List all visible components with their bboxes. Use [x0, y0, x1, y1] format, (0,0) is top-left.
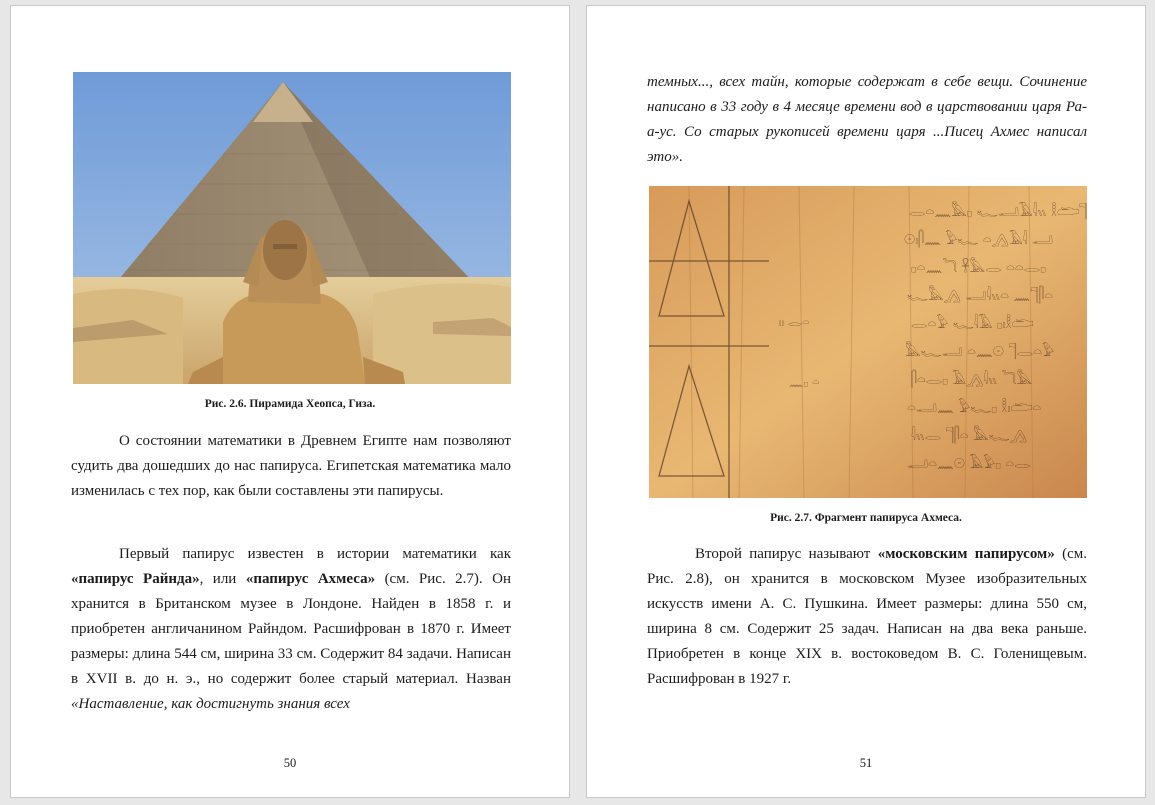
text-segment: , или: [199, 571, 246, 587]
text-segment: (см. Рис. 2.8), он хранится в московском Музее изобразительных искусств имени А. С. Пушкина. Имеет размеры: длина 550 см, ширина 8 см. Содержит 25 задач. Написан на два века раньше. Приобретен в конце XIX в. востоковедом В. С. Голенищевым. Расшифрован в 1927 г.: [647, 546, 1088, 687]
figure-caption: Рис. 2.6. Пирамида Хеопса, Гиза.: [204, 398, 376, 410]
pyramid-sphinx-photo: [73, 72, 511, 384]
paragraph-moscow-papyrus: [647, 542, 1087, 692]
text-segment: Первый папирус известен в истории математики как: [119, 546, 511, 562]
bold-term-ahmes: «папирус Ахмеса»: [245, 571, 376, 587]
pyramid-sphinx-illustration: [73, 72, 511, 384]
text-segment: Второй папирус называют: [695, 546, 878, 562]
svg-text:𓏤𓏤 𓂋𓏏: 𓏤𓏤 𓂋𓏏: [779, 315, 810, 329]
svg-text:𓈖𓊪 𓏏: 𓈖𓊪 𓏏: [789, 375, 820, 389]
quote-continuation: темных..., всех тайн, которые содержат в себе вещи. Сочинение написано в 33 году в 4 месяце времени вод в царствовании царя Ра-а-ус. Со старых рукописей времени царя ...Писец Ахмес написал это».: [647, 74, 1087, 165]
page-number: 50: [283, 756, 297, 770]
bold-term-rhind: «папирус Райнда»: [71, 571, 200, 587]
svg-text:𓆑𓅓𓂻 𓂝𓇋𓏭𓏏 𓈖𓊹𓋴𓏏: 𓆑𓅓𓂻 𓂝𓇋𓏭𓏏 𓈖𓊹𓋴𓏏: [907, 288, 1054, 304]
ahmes-papyrus-photo: [649, 186, 1087, 498]
svg-text:𓏏𓂝𓈖 𓅱𓆑𓊪 𓎛𓏤𓂧𓏏: 𓏏𓂝𓈖 𓅱𓆑𓊪 𓎛𓏤𓂧𓏏: [907, 400, 1042, 416]
svg-text:𓇋𓏭𓂋 𓊹𓋴𓏏 𓅓𓆑𓂻: 𓇋𓏭𓂋 𓊹𓋴𓏏 𓅓𓆑𓂻: [911, 428, 1027, 444]
svg-text:𓇳𓏤𓋴𓈖 𓅱𓆑 𓏏𓂻𓄿𓇋 𓂝: 𓇳𓏤𓋴𓈖 𓅱𓆑 𓏏𓂻𓄿𓇋 𓂝: [904, 232, 1053, 248]
svg-text:𓊪𓏏𓈖𓆓 𓋹𓅓𓂋 𓏏𓏏𓂋𓊪: 𓊪𓏏𓈖𓆓 𓋹𓅓𓂋 𓏏𓏏𓂋𓊪: [911, 260, 1046, 276]
svg-text:𓂝𓏏𓈖𓇳 𓄿𓅱𓊪 𓏏𓂋: 𓂝𓏏𓈖𓇳 𓄿𓅱𓊪 𓏏𓂋: [907, 456, 1031, 472]
right-page: [586, 5, 1146, 798]
text-segment: (см. Рис. 2.7). Он хранится в Британском музее в Лондоне. Найден в 1858 г. и приобретен англичанином Райндом. Расшифрован в 1870 г. Имеет размеры: длина 544 см, ширина 33 см. Содержит 84 задачи. Написан в XVII в. до н. э., но содержит более старый материал. Назван: [71, 571, 511, 687]
papyrus-illustration: [649, 186, 1087, 498]
page-number: 51: [859, 756, 873, 770]
paragraph-intro: [71, 429, 511, 504]
svg-text:𓂋𓏏𓈖𓅓𓊪 𓆑𓂝𓄿𓇋𓏭 𓎛𓂧𓊹: 𓂋𓏏𓈖𓅓𓊪 𓆑𓂝𓄿𓇋𓏭 𓎛𓂧𓊹: [909, 204, 1087, 220]
svg-text:𓋴𓏏𓂋𓊪 𓄿𓂻𓇋𓏭 𓆓𓅓: 𓋴𓏏𓂋𓊪 𓄿𓂻𓇋𓏭 𓆓𓅓: [911, 372, 1033, 388]
italic-title: «Наставление, как достигнуть знания всех: [71, 696, 350, 712]
figure-caption: Рис. 2.7. Фрагмент папируса Ахмеса.: [770, 512, 962, 524]
paragraph-intro-text: О состоянии математики в Древнем Египте нам позволяют судить два дошедших до нас папируса. Египетская математика мало изменилась с тех пор, как были составлены эти папирусы.: [71, 433, 511, 499]
paragraph-rhind-papyrus: [71, 542, 511, 717]
svg-text:𓅓𓆑𓂝 𓏏𓈖𓇳 𓊹𓂋𓏏𓅱: 𓅓𓆑𓂝 𓏏𓈖𓇳 𓊹𓂋𓏏𓅱: [905, 344, 1055, 360]
left-page: [10, 5, 570, 798]
bold-term-moscow: «московским папирусом»: [877, 546, 1055, 562]
svg-text:𓂋𓏏𓅱 𓆑𓇋𓄿 𓊪𓏤𓎛𓂧: 𓂋𓏏𓅱 𓆑𓇋𓄿 𓊪𓏤𓎛𓂧: [911, 316, 1034, 332]
